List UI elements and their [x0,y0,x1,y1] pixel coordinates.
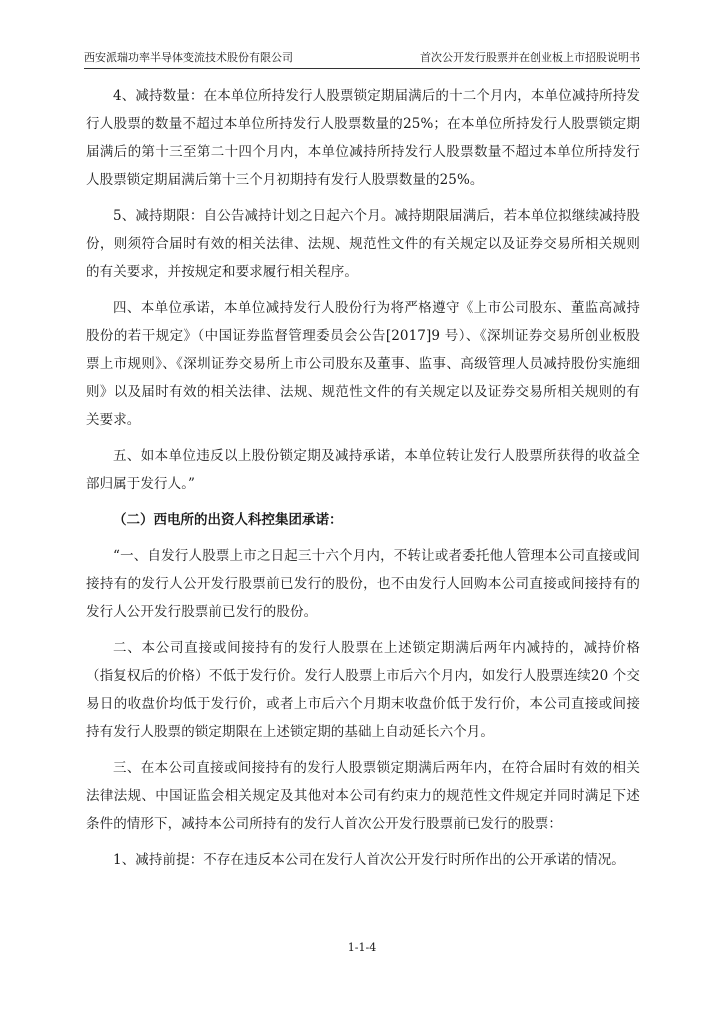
page-header [84,48,640,69]
paragraph-lockup-two: 二、本公司直接或间接持有的发行人股票在上述锁定期满后两年内减持的，减持价格（指复权后的价格）不低于发行价。发行人股票上市后六个月内，如发行人股票连续20 个交易日的收盘价均低于发行价，或者上市后六个月期末收盘价低于发行价，本公司直接或间接持有发行人股票的锁定期限在上述锁定期的基础上自动延长六个月。 [86,640,640,740]
paragraph-commitment-four: 四、本单位承诺，本单位减持发行人股份行为将严格遵守《上市公司股东、董监高减持股份的若干规定》（中国证券监督管理委员会公告[2017]9 号）、《深圳证券交易所创业板股票上市规则》、《深圳证券交易所上市公司股东及董事、监事、高级管理人员减持股份实施细则》以及届时有效的相关法律、法规、规范性文件的有关规定以及证券交易所相关规则的有关要求。 [86,300,640,428]
paragraph-reduction-period: 5、减持期限：自公告减持计划之日起六个月。减持期限届满后，若本单位拟继续减持股份，则须符合届时有效的相关法律、法规、规范性文件的有关规定以及证券交易所相关规则的有关要求，并按规定和要求履行相关程序。 [86,208,640,280]
paragraph-lockup-one: “一、自发行人股票上市之日起三十六个月内，不转让或者委托他人管理本公司直接或间接持有的发行人公开发行股票前已发行的股份，也不由发行人回购本公司直接或间接持有的发行人公开发行股票前已发行的股份。 [86,548,640,620]
paragraph-lockup-three: 三、在本公司直接或间接持有的发行人股票锁定期满后两年内，在符合届时有效的相关法律法规、中国证监会相关规定及其他对本公司有约束力的规范性文件规定并同时满足下述条件的情形下，减持本公司所持有的发行人首次公开发行股票前已发行的股票： [86,760,640,832]
paragraph-reduction-premise: 1、减持前提：不存在违反本公司在发行人首次公开发行时所作出的公开承诺的情况。 [113,852,625,868]
paragraph-reduction-quantity: 4、减持数量：在本单位所持发行人股票锁定期届满后的十二个月内，本单位减持所持发行人股票的数量不超过本单位所持发行人股票数量的25%；在本单位所持发行人股票锁定期届满后的第十三至第二十四个月内，本单位减持所持发行人股票数量不超过本单位所持发行人股票锁定期届满后第十三个月初期持有发行人股票数量的25%。 [86,88,640,188]
header-company-name: 西安派瑞功率半导体变流技术股份有限公司 [84,51,293,64]
page-number: 1-1-4 [347,941,377,954]
paragraph-commitment-five: 五、如本单位违反以上股份锁定期及减持承诺，本单位转让发行人股票所获得的收益全部归属于发行人。” [86,448,640,492]
header-document-title: 首次公开发行股票并在创业板上市招股说明书 [420,51,640,64]
section-heading: （二）西电所的出资人科控集团承诺： [113,512,343,528]
document-body [86,82,640,882]
